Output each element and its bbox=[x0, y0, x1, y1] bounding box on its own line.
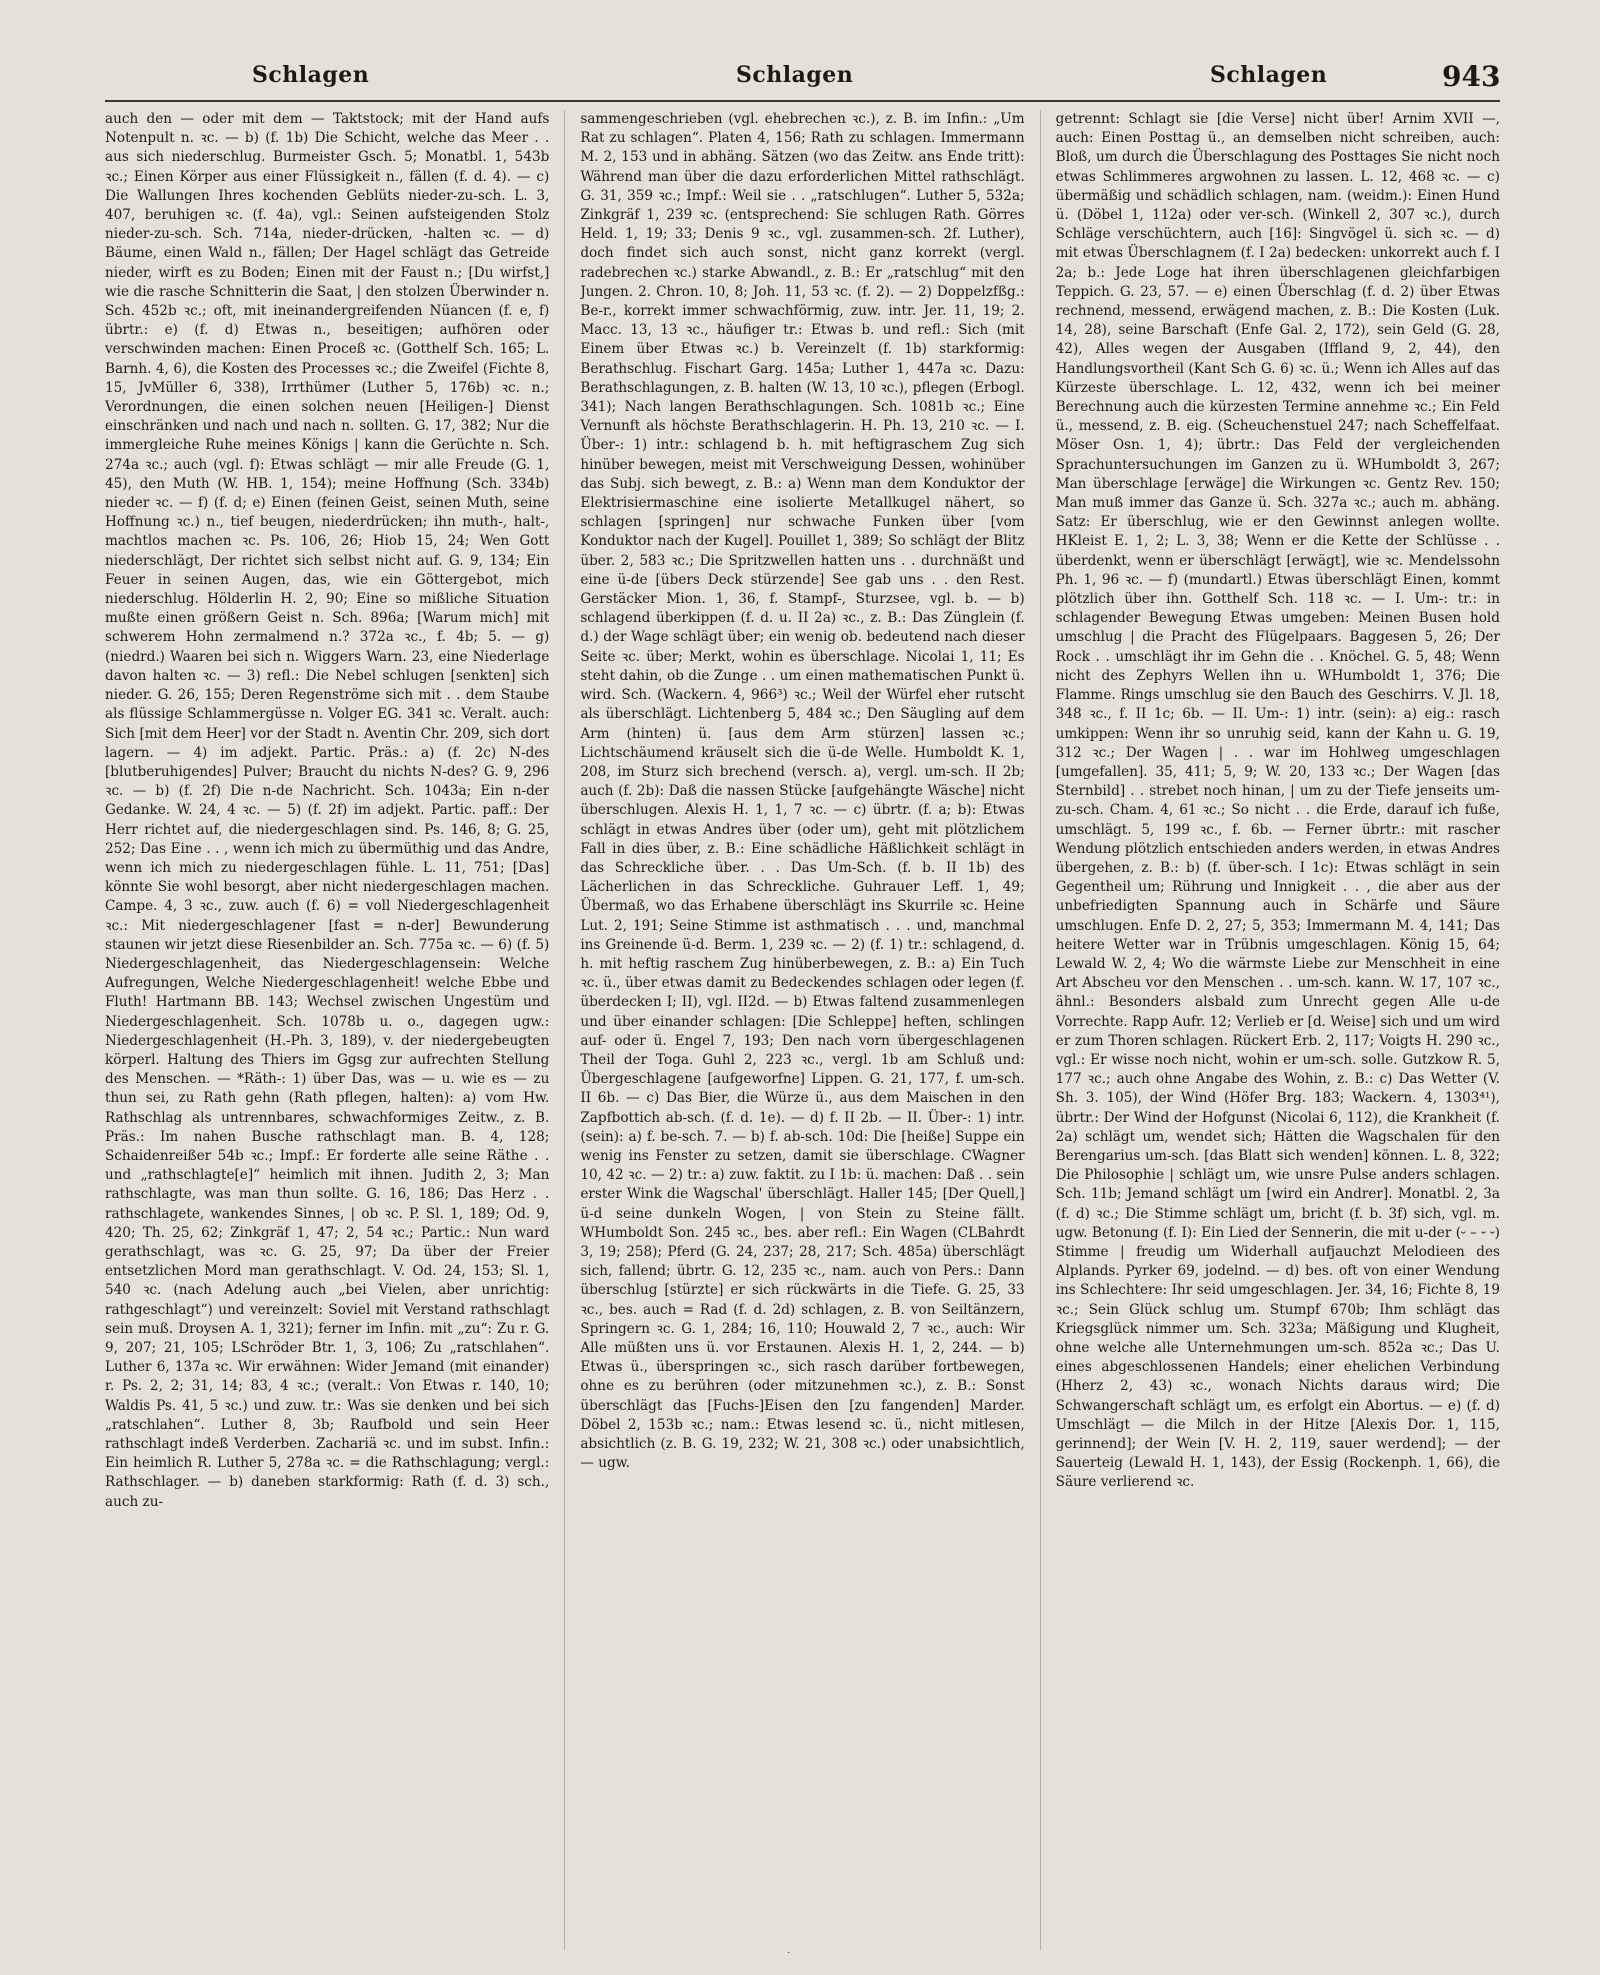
column-divider bbox=[1040, 110, 1041, 1950]
column-text: getrennt: Schlagt sie [die Verse] nicht über! Arnim XVII —, auch: Einen Posttag ü., an demselben nicht schreiben, auch: Bloß, um durch die Überschlagung des Posttages Sie nicht noch etwas Schlimmeres argwohnen zu lassen. L. 12, 468 ꝛc. — c) übermäßig und schädlich schlagen, nam. (weidm.): Einen Hund ü. (Döbel 1, 112a) oder ver-sch. (Winkell 2, 307 ꝛc.), durch Schläge verschüchtern, auch [16]: Singvögel ü. sich ꝛc. — d) mit etwas Überschlagnem (f. I 2a) bedecken: unkorrekt auch f. I 2a; b.: Jede Loge hat ihren überschlagenen gleichfarbigen Teppich. G. 23, 57. — e) einen Überschlag (f. d. 2) über Etwas rechnend, messend, erwägend machen, z. B.: Die Kosten (Luk. 14, 28), seine Barschaft (Enfe Gal. 2, 172), sein Geld (G. 28, 42), Alles wegen der Ausgaben (Iffland 9, 2, 44), den Handlungsvortheil (Kant Sch G. 6) ꝛc. ü.; Wenn ich Alles auf das Kürzeste überschlage. L. 12, 432, wenn ich bei meiner Berechnung auch die kürzesten Termine annehme ꝛc.; Ein Feld ü., messend, z. B. eig. (Scheuchenstuel 247; nach Scheffelfaat. Möser Osn. 1, 4); übrtr.: Das Feld der vergleichenden Sprachuntersuchungen im Ganzen zu ü. WHumboldt 3, 267; Man überschlage [erwäge] die Wirkungen ꝛc. Gentz Rev. 150; Man muß immer das Ganze ü. Sch. 327a ꝛc.; auch m. abhäng. Satz: Er überschlug, wie er den Gewinnst anlegen wollte. HKleist E. 1, 2; L. 3, 38; Wenn er die Kette der Schlüsse . . überdenkt, wenn er überschlägt [erwägt], wie ꝛc. Mendelssohn Ph. 1, 96 ꝛc. — f) (mundartl.) Etwas überschlägt Einen, kommt plötzlich über ihn. Gotthelf Sch. 118 ꝛc. — I. Um-: tr.: in schlagender Bewegung Etwas umgeben: Meinen Busen hold umschlug | die Pracht des Flügelpaars. Baggesen 5, 26; Der Rock . . umschlägt ihr im Gehn die . . Knöchel. G. 5, 48; Wenn nicht des Zephyrs Wellen ihn u. WHumboldt 1, 376; Die Flamme. Rings umschlug sie den Bauch des Geschirrs. V. Jl. 18, 348 ꝛc., f. II 1c; 6b. — II. Um-: 1) intr. (sein): a) eig.: rasch umkippen: Wenn ihr so unruhig seid, kann der Kahn u. G. 19, 312 ꝛc.; Der Wagen | . . war im Hohlweg umgeschlagen [umgefallen]. 35, 411; 5, 9; W. 20, 133 ꝛc.; Der Wagen [das Sternbild] . . strebet noch hinan, | um zu der Tiefe jenseits um-zu-sch. Cham. 4, 61 ꝛc.; So nicht . . die Erde, darauf ich fuße, umschlägt. 5, 199 ꝛc., f. 6b. — Ferner übrtr.: mit rascher Wendung plötzlich entschieden anders werden, in etwas Andres übergehen, z. B.: b) (f. über-sch. I 1c): Etwas schlägt in sein Gegentheil um; Rührung und Innigkeit . . , die aber aus der unbefriedigten Spannung auch in Schärfe und Säure umschlugen. Enfe D. 2, 27; 5, 353; Immermann M. 4, 141; Das heitere Wetter war in Trübnis umgeschlagen. König 15, 64; Lewald W. 2, 4; Wo die wärmste Liebe zur Menschheit in eine Art Abscheu vor den Menschen . . um-sch. kann. W. 17, 107 ꝛc., ähnl.: Besonders alsbald zum Unrecht gegen Alle u-de Vorrechte. Rapp Aufr. 12; Verlieb er [d. Weise] sich und um wird er zum Thoren schlagen. Rückert Erb. 2, 117; Voigts H. 290 ꝛc., vgl.: Er wisse noch nicht, wohin er um-sch. solle. Gutzkow R. 5, 177 ꝛc.; auch ohne Angabe des Wohin, z. B.: c) Das Wetter (V. Sh. 3. 105), der Wind (Höfer Brg. 183; Wackern. 4, 1303⁴¹), übrtr.: Der Wind der Hofgunst (Nicolai 6, 112), die Krankheit (f. 2a) schlägt um, wendet sich; Hätten die Wagschalen für den Berengarius um-sch. [das Blatt sich wenden] können. L. 8, 322; Die Philosophie | schlägt um, wie unsre Pulse anders schlagen. Sch. 11b; Jemand schlägt um [wird ein Andrer]. Monatbl. 2, 3a (f. d) ꝛc.; Die Stimme schlägt um, bricht (f. b. 3f) sich, vgl. m. ugw. Betonung (f. I): Ein Lied der Sennerin, die mit u-der (⏑ – ⏑ ⏑) Stimme | freudig um Widerhall aufjauchzt Melodieen des Alplands. Pyrker 69, jodelnd. — d) bes. oft von einer Wendung ins Schlechtere: Ihr seid umgeschlagen. Jer. 34, 16; Fichte 8, 19 ꝛc.; Sein Glück schlug um. Stumpf 670b; Ihm schlägt das Kriegsglück nimmer um. Sch. 323a; Mäßigung und Klugheit, ohne welche alle Unternehmungen um-sch. 852a ꝛc.; Das U. eines abgeschlossenen Handels; einer ehelichen Verbindung (Hherz 2, 43) ꝛc., wonach Nichts daraus wird; Die Schwangerschaft schlägt um, es erfolgt ein Abortus. — e) (f. d) Umschlägt — die Milch in der Hitze [Alexis Dor. 1, 115, gerinnend]; der Wein [V. H. 2, 119, sauer werdend]; — der Sauerteig (Lewald H. 1, 143), der Essig (Rockenph. 1, 66), die Säure verlierend ꝛc. bbox=[1055, 111, 1500, 1491]
footer-mark: · bbox=[787, 1948, 791, 1959]
column-divider bbox=[564, 110, 565, 1950]
page-header bbox=[0, 0, 1600, 100]
column-text: sammengeschrieben (vgl. ehebrechen ꝛc.), z. B. im Infin.: „Um Rat zu schlagen“. Platen 4, 156; Rath zu schlagen. Immermann M. 2, 153 und in abhäng. Sätzen (wo das Zeitw. ans Ende tritt): Während man über die dazu erforderlichen Mittel rathschlägt. G. 31, 359 ꝛc.; Impf.: Weil sie . . „ratschlugen“. Luther 5, 532a; Zinkgräf 1, 239 ꝛc. (entsprechend: Sie schlugen Rath. Görres Held. 1, 19; 33; Denis 9 ꝛc., vgl. zusammen-sch. 2f. Luther), doch findet sich auch sonst, nicht ganz korrekt (vergl. radebrechen ꝛc.) starke Abwandl., z. B.: Er „ratschlug“ mit den Jungen. 2. Chron. 10, 8; Joh. 11, 53 ꝛc. (f. 2). — 2) Doppelzfßg.: Be-r., korrekt immer schwachförmig, zuw. intr. Jer. 11, 19; 2. Macc. 13, 13 ꝛc., häufiger tr.: Etwas b. und refl.: Sich (mit Einem über Etwas ꝛc.) b. Vereinzelt (f. 1b) starkformig: Berathschlug. Fischart Garg. 145a; Luther 1, 447a ꝛc. Dazu: Berathschlagungen, z. B. halten (W. 13, 10 ꝛc.), pflegen (Erbogl. 341); Nach langen Berathschlagungen. Sch. 1081b ꝛc.; Eine Vernunft als höchste Berathschlagerin. H. Ph. 13, 210 ꝛc. — I. Über-: 1) intr.: schlagend b. h. mit heftigraschem Zug sich hinüber bewegen, meist mit Verschweigung Dessen, wohinüber das Subj. sich bewegt, z. B.: a) Wenn man dem Konduktor der Elektrisiermaschine eine isolierte Metallkugel nähert, so schlagen [springen] nur schwache Funken über [vom Konduktor nach der Kugel]. Pouillet 1, 389; So schlägt der Blitz über. 2, 583 ꝛc.; Die Spritzwellen hatten uns . . durchnäßt und eine ü-de [übers Deck stürzende] See gab uns . . den Rest. Gerstäcker Mion. 1, 36, f. Stampf-, Sturzsee, vgl. b. — b) schlagend überkippen (f. d. u. II 2a) ꝛc., z. B.: Das Zünglein (f. d.) der Wage schlägt über; ein wenig ob. bedeutend nach dieser Seite ꝛc. über; Merkt, wohin es überschlage. Nicolai 1, 11; Es steht dahin, ob die Zunge . . um einen mathematischen Punkt ü. wird. Sch. (Wackern. 4, 966³) ꝛc.; Weil der Würfel eher rutscht als überschlägt. Lichtenberg 5, 484 ꝛc.; Den Säugling auf dem Arm (hinten) ü. [aus dem Arm stürzen] lassen ꝛc.; Lichtschäumend kräuselt sich die ü-de Welle. Humboldt K. 1, 208, im Sturz sich brechend (versch. a), vergl. um-sch. II 2b; auch (f. 2b): Daß die nassen Stücke [aufgehängte Wäsche] nicht überschlugen. Alexis H. 1, 1, 7 ꝛc. — c) übrtr. (f. a; b): Etwas schlägt in etwas Andres über (oder um), geht mit plötzlichem Fall in dies über, z. B.: Eine schädliche Häßlichkeit schlägt in das Schreckliche über. . . Das Um-Sch. (f. b. II 1b) des Lächerlichen in das Schreckliche. Guhrauer Leff. 1, 49; Übermaß, wo das Erhabene überschlägt ins Skurrile ꝛc. Heine Lut. 2, 191; Seine Stimme ist asthmatisch . . . und, manchmal ins Greinende ü-d. Berm. 1, 239 ꝛc. — 2) (f. 1) tr.: schlagend, d. h. mit heftig raschem Zug hinüberbewegen, z. B.: a) Ein Tuch ꝛc. ü., über etwas damit zu Bedeckendes schlagen oder legen (f. überdecken I; II), vgl. II2d. — b) Etwas faltend zusammenlegen und über einander schlagen: [Die Schleppe] heften, schlingen auf- oder ü. Engel 7, 193; Den nach vorn übergeschlagenen Theil der Toga. Guhl 2, 223 ꝛc., vergl. 1b am Schluß und: Übergeschlagene [aufgeworfne] Lippen. G. 21, 177, f. um-sch. II 6b. — c) Das Bier, die Würze ü., aus dem Maischen in den Zapfbottich ab-sch. (f. d. 1e). — d) f. II 2b. — II. Über-: 1) intr. (sein): a) f. be-sch. 7. — b) f. ab-sch. 10d: Die [heiße] Suppe ein wenig ins Fenster zu setzen, damit sie überschlage. CWagner 10, 42 ꝛc. — 2) tr.: a) zuw. faktit. zu I 1b: ü. machen: Daß . . sein erster Wink die Wagschal' überschlägt. Haller 145; [Der Quell,] ü-d seine dunkeln Wogen, | von Stein zu Steine fällt. WHumboldt Son. 245 ꝛc., bes. aber refl.: Ein Wagen (CLBahrdt 3, 19; 258); Pferd (G. 24, 237; 28, 217; Sch. 485a) überschlägt sich, fallend; übrtr. G. 12, 235 ꝛc., nam. auch von Pers.: Dann überschlug [stürzte] er sich rückwärts in die Tiefe. G. 25, 33 ꝛc., bes. auch = Rad (f. d. 2d) schlagen, z. B. von Seiltänzern, Springern ꝛc. G. 1, 284; 16, 110; Houwald 2, 7 ꝛc., auch: Wir Alle müßten uns ü. vor Erstaunen. Alexis H. 1, 2, 244. — b) Etwas ü., überspringen ꝛc., sich rasch darüber fortbewegen, ohne es zu berühren (oder mitzunehmen ꝛc.), z. B.: Sonst überschlägt das [Fuchs-]Eisen den [zu fangenden] Marder. Döbel 2, 153b ꝛc.; nam.: Etwas lesend ꝛc. ü., nicht mitlesen, absichtlich (z. B. G. 19, 232; W. 21, 308 ꝛc.) oder unabsichtlich, — ugw. bbox=[580, 111, 1025, 1472]
column-text: auch den — oder mit dem — Taktstock; mit der Hand aufs Notenpult n. ꝛc. — b) (f. 1b) Die Schicht, welche das Meer . . aus sich niederschlug. Burmeister Gsch. 5; Monatbl. 1, 543b ꝛc.; Einen Körper aus einer Flüssigkeit n., fällen (f. d. 4). — c) Die Wallungen Ihres kochenden Geblüts nieder-zu-sch. L. 3, 407, beruhigen ꝛc. (f. 4a), vgl.: Seinen aufsteigenden Stolz nieder-zu-sch. Sch. 714a, nieder-drücken, -halten ꝛc. — d) Bäume, einen Wald n., fällen; Der Hagel schlägt das Getreide nieder, wirft es zu Boden; Einen mit der Faust n.; [Du wirfst,] wie die rasche Schnitterin die Saat, | den stolzen Überwinder n. Sch. 452b ꝛc.; oft, mit ineinandergreifenden Nüancen (f. e, f) übrtr.: e) (f. d) Etwas n., beseitigen; aufhören oder verschwinden machen: Einen Proceß ꝛc. (Gotthelf Sch. 165; L. Barnh. 4, 6), die Kosten des Processes ꝛc.; die Zweifel (Fichte 8, 15, JvMüller 6, 338), Irrthümer (Luther 5, 176b) ꝛc. n.; Verordnungen, die einen solchen neuen [Heiligen-] Dienst einschränken und nach und nach n. sollten. G. 17, 382; Nur die immergleiche Ruhe meines Königs | kann die Gerüchte n. Sch. 274a ꝛc.; auch (vgl. f): Etwas schlägt — mir alle Freude (G. 1, 45), den Muth (W. HB. 1, 154); meine Hoffnung (Sch. 334b) nieder ꝛc. — f) (f. d; e) Einen (feinen Geist, seinen Muth, seine Hoffnung ꝛc.) n., tief beugen, niederdrücken; ihn muth-, halt-, machtlos machen ꝛc. Ps. 106, 26; Hiob 15, 24; Wen Gott niederschlägt, Der richtet sich selbst nicht auf. G. 9, 134; Ein Feuer in seinen Augen, das, wie ein Göttergebot, mich niederschlug. Hölderlin H. 2, 90; Eine so mißliche Situation mußte einen größern Geist n. Sch. 896a; [Warum mich] mit schwerem Hohn zermalmend n.? 372a ꝛc., f. 4b; 5. — g) (niedrd.) Waaren bei sich n. Wiggers Warn. 23, eine Niederlage davon halten ꝛc. — 3) refl.: Die Nebel schlugen [senkten] sich nieder. G. 26, 155; Deren Regenströme sich mit . . dem Staube als flüssige Schlammergüsse n. Volger EG. 341 ꝛc. Veralt. auch: Sich [mit dem Heer] vor der Stadt n. Aventin Chr. 209, sich dort lagern. — 4) im adjekt. Partic. Präs.: a) (f. 2c) N-des [blutberuhigendes] Pulver; Braucht du nichts N-des? G. 9, 296 ꝛc. — b) (f. 2f) Die n-de Nachricht. Sch. 1043a; Ein n-der Gedanke. W. 24, 4 ꝛc. — 5) (f. 2f) im adjekt. Partic. paff.: Der Herr richtet auf, die niedergeschlagen sind. Ps. 146, 8; G. 25, 252; Das Eine . . , wenn ich mich zu übermüthig und das Andre, wenn ich mich zu niedergeschlagen fühle. L. 11, 751; [Das] könnte Sie wohl besorgt, aber nicht niedergeschlagen machen. Campe. 4, 3 ꝛc., zuw. auch (f. 6) = voll Niedergeschlagenheit ꝛc.: Mit niedergeschlagener [fast = n-der] Bewunderung staunen wir jetzt diese Riesenbilder an. Sch. 775a ꝛc. — 6) (f. 5) Niedergeschlagenheit, das Niedergeschlagensein: Welche Aufregungen, Welche Niedergeschlagenheit! welche Ebbe und Fluth! Hartmann BB. 143; Wechsel zwischen Ungestüm und Niedergeschlagenheit. Sch. 1078b u. o., dagegen ugw.: Niedergeschlagenheit (H.-Ph. 3, 189), v. der niedergebeugten körperl. Haltung des Thiers im Ggsg zur aufrechten Stellung des Menschen. — *Räth-: 1) über Das, was — u. wie es — zu thun sei, zu Rath gehn (Rath pflegen, halten): a) vom Hw. Rathschlag als untrennbares, schwachformiges Zeitw., z. B. Präs.: Im nahen Busche rathschlagt man. B. 4, 128; Schaidenreißer 54b ꝛc.; Impf.: Er forderte alle seine Räthe . . und „rathschlagte[e]“ heimlich mit ihnen. Judith 2, 3; Man rathschlagte, was man thun sollte. G. 16, 186; Das Herz . . rathschlagete, wankendes Sinnes, | ob ꝛc. P. Sl. 1, 189; Od. 9, 420; Th. 25, 62; Zinkgräf 1, 47; 2, 54 ꝛc.; Partic.: Nun ward gerathschlagt, was ꝛc. G. 25, 97; Da über der Freier entsetzlichen Mord man gerathschlagt. V. Od. 24, 153; Sl. 1, 540 ꝛc. (nach Adelung auch „bei Vielen, aber unrichtig: rathgeschlagt“) und vereinzelt: Soviel mit Verstand rathschlagt sein muß. Droysen A. 1, 321); ferner im Infin. mit „zu“: Zu r. G. 9, 207; 21, 105; LSchröder Btr. 1, 3, 106; Zu „ratschlahen“. Luther 6, 137a ꝛc. Wir erwähnen: Wider Jemand (mit einander) r. Ps. 2, 2; 31, 14; 83, 4 ꝛc.; (veralt.: Von Etwas r. 140, 10; Waldis Ps. 41, 5 ꝛc.) und zuw. tr.: Was sie denken und bei sich „ratschlahen“. Luther 8, 3b; Raufbold und sein Heer rathschlagt indeß Verderben. Zachariä ꝛc. und im subst. Infin.: Ein heimlich R. Luther 5, 278a ꝛc. = die Rathschlagung; vergl.: Rathschlager. — b) daneben starkformig: Rath (f. d. 3) sch., auch zu- bbox=[105, 111, 550, 1510]
running-head-middle: Schlagen bbox=[736, 62, 854, 88]
text-columns bbox=[105, 110, 1500, 1950]
running-head-right: Schlagen bbox=[1210, 62, 1328, 88]
header-rule bbox=[105, 100, 1500, 102]
column-1 bbox=[105, 110, 549, 1950]
column-3 bbox=[1056, 110, 1500, 1950]
column-2 bbox=[580, 110, 1024, 1950]
running-head-left: Schlagen bbox=[252, 62, 370, 88]
page-number: 943 bbox=[1442, 60, 1501, 93]
